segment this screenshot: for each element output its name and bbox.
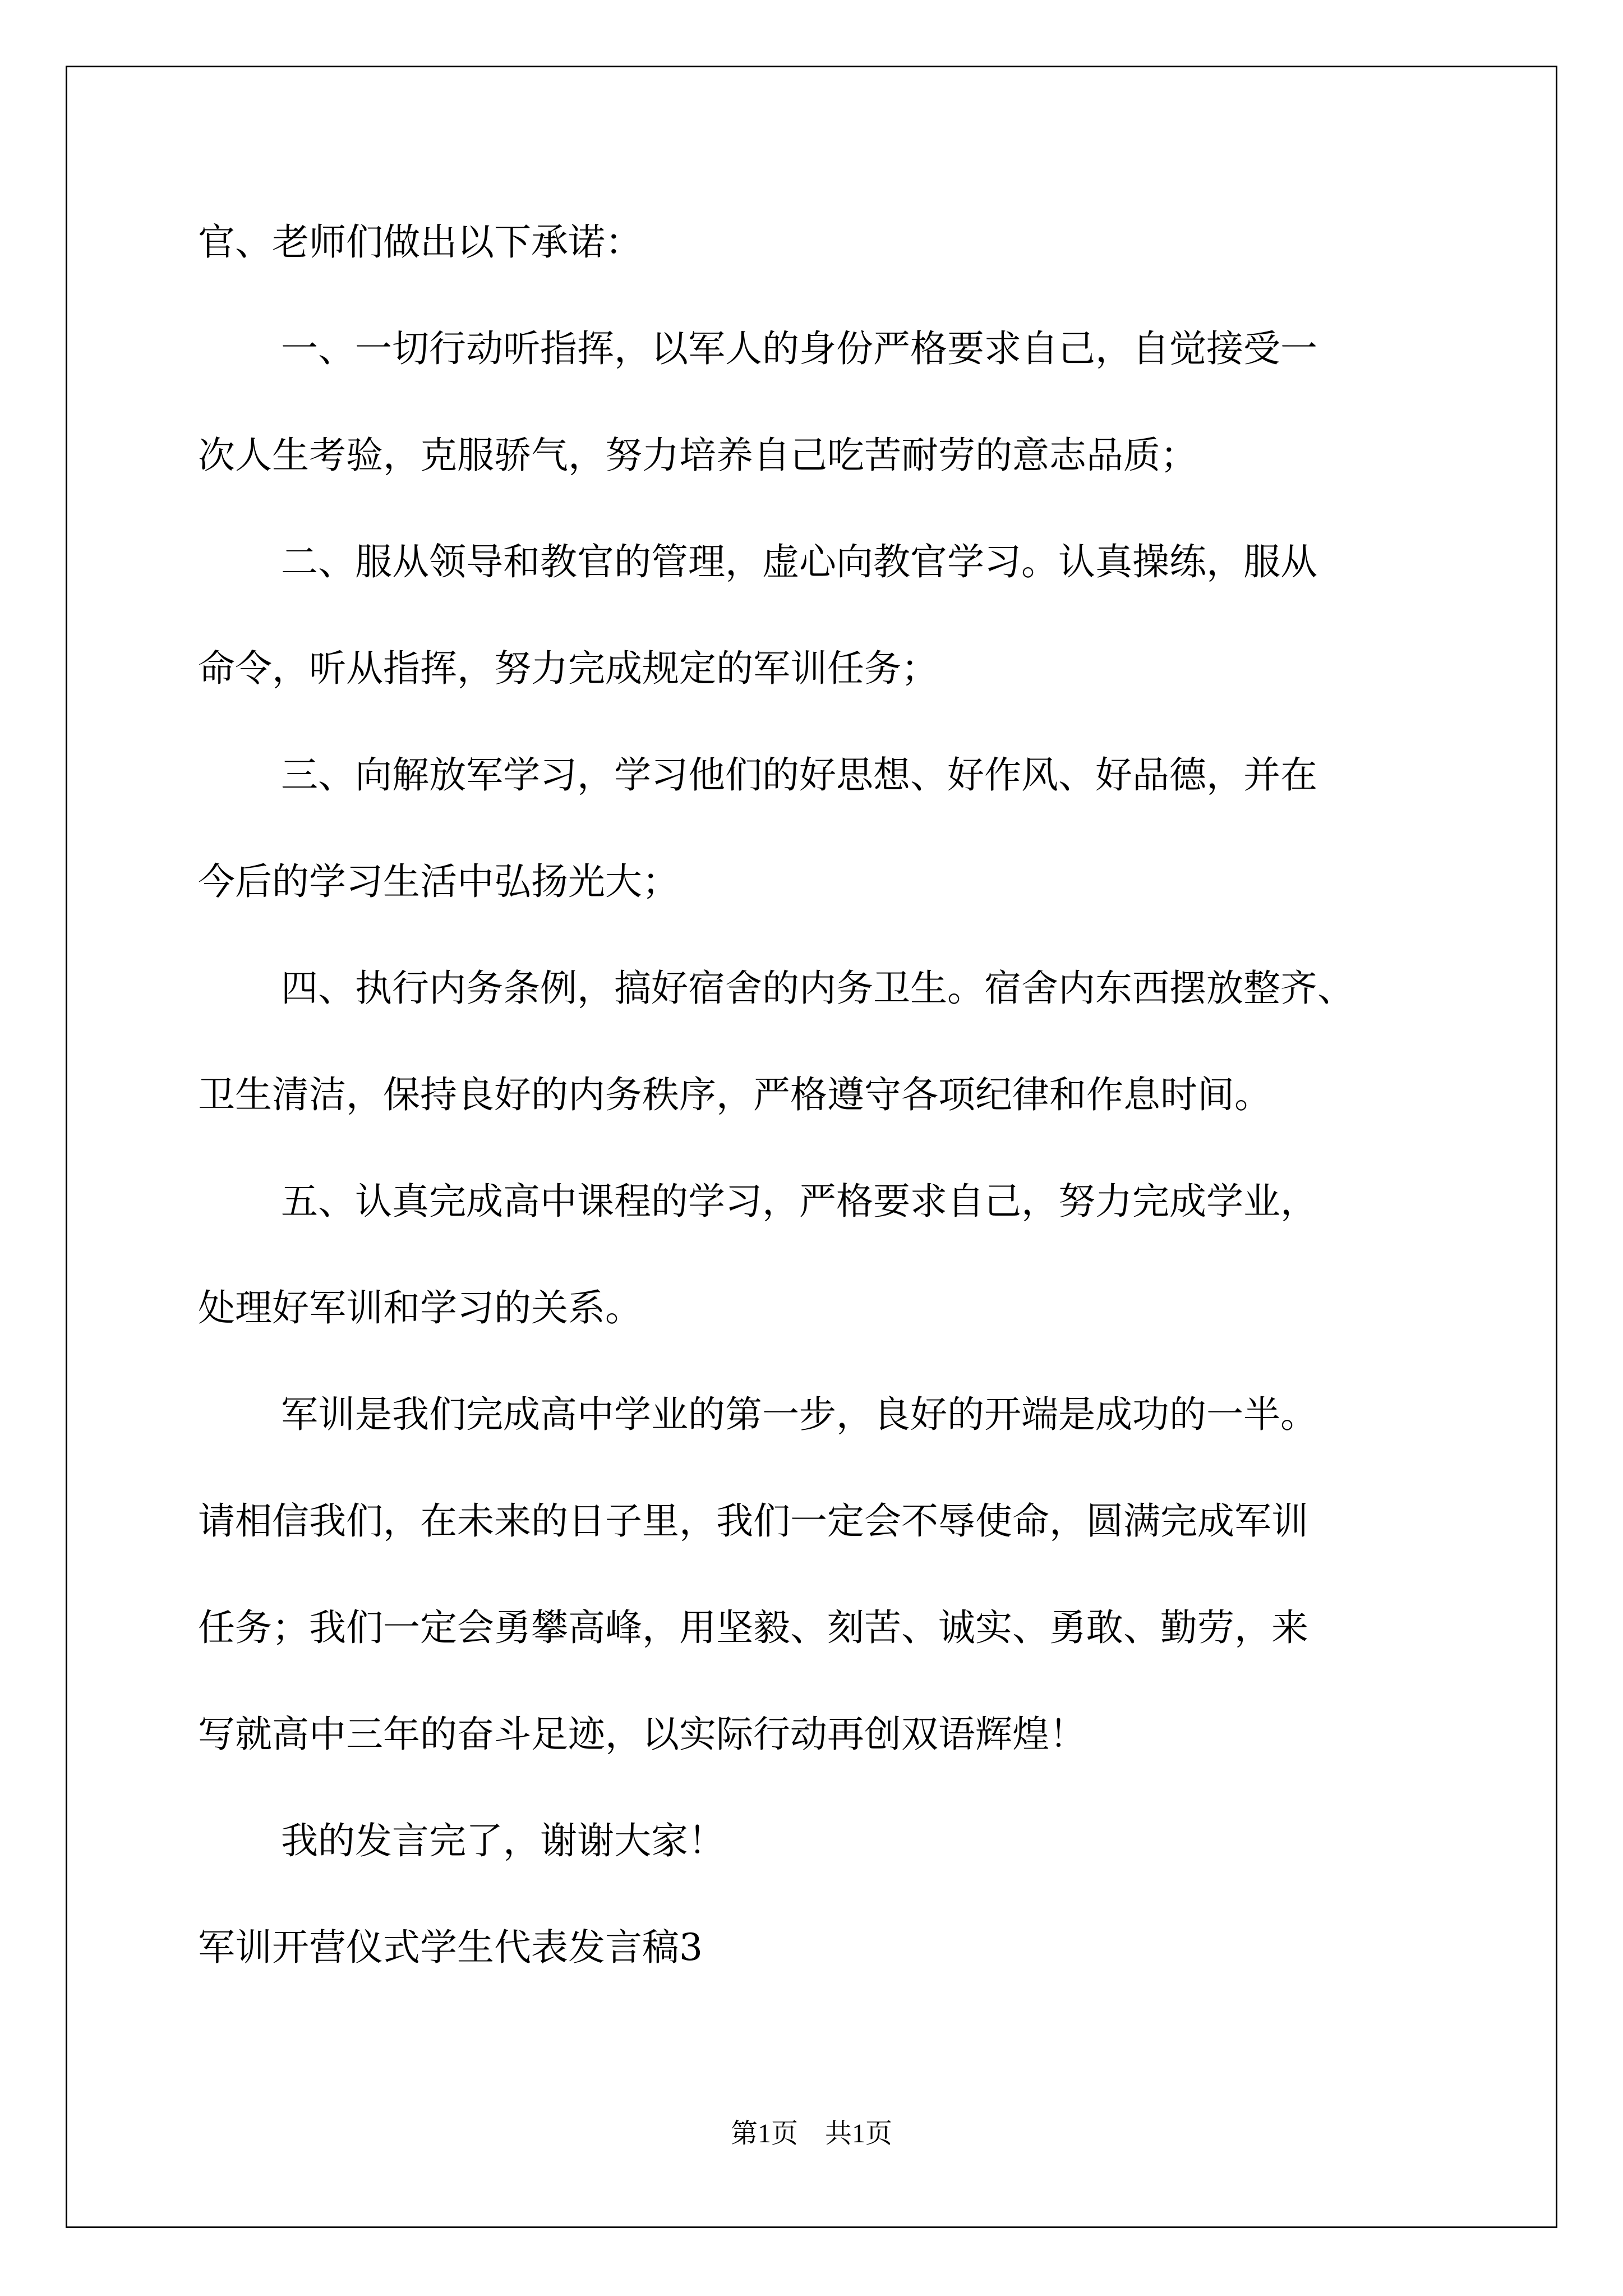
- text-line: 命令，听从指挥，努力完成规定的军训任务；: [198, 647, 938, 690]
- text-line: 卫生清洁，保持良好的内务秩序，严格遵守各项纪律和作息时间。: [198, 1073, 1271, 1116]
- text-line: 写就高中三年的奋斗足迹，以实际行动再创双语辉煌！: [198, 1713, 1086, 1756]
- text-line: 一、一切行动听指挥，以军人的身份严格要求自己，自觉接受一: [281, 327, 1317, 370]
- text-line: 任务；我们一定会勇攀高峰，用坚毅、刻苦、诚实、勇敢、勤劳，来: [198, 1606, 1308, 1649]
- page-number: 第1页 共1页: [730, 2119, 892, 2148]
- text-line: 三、向解放军学习，学习他们的好思想、好作风、好品德，并在: [281, 753, 1317, 797]
- text-line: 五、认真完成高中课程的学习，严格要求自己，努力完成学业，: [281, 1180, 1317, 1223]
- text-line: 今后的学习生活中弘扬光大；: [198, 860, 679, 903]
- text-line: 军训是我们完成高中学业的第一步，良好的开端是成功的一半。: [281, 1393, 1317, 1436]
- page-border: [66, 66, 1557, 2228]
- text-line: 四、执行内务条例，搞好宿舍的内务卫生。宿舍内东西摆放整齐、: [281, 967, 1354, 1010]
- text-line: 处理好军训和学习的关系。: [198, 1286, 642, 1329]
- text-line: 我的发言完了，谢谢大家！: [281, 1819, 725, 1862]
- section-heading: 军训开营仪式学生代表发言稿3: [198, 1926, 703, 1969]
- text-line: 次人生考验，克服骄气，努力培养自己吃苦耐劳的意志品质；: [198, 434, 1197, 477]
- text-line: 二、服从领导和教官的管理，虚心向教官学习。认真操练，服从: [281, 540, 1317, 583]
- text-line: 请相信我们，在未来的日子里，我们一定会不辱使命，圆满完成军训: [198, 1499, 1308, 1543]
- text-line: 官、老师们做出以下承诺：: [198, 220, 642, 264]
